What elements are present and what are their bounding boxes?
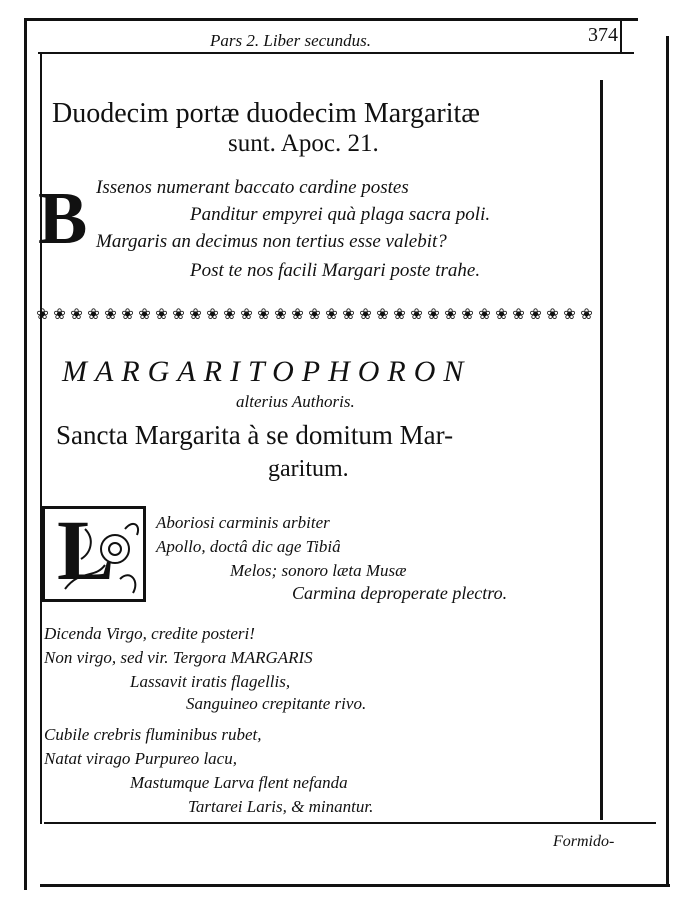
poem-line-7: Lassavit iratis flagellis, <box>130 672 291 691</box>
header-rule <box>38 52 634 54</box>
ornament-flower-icon: ❀ <box>393 307 406 323</box>
ornament-flower-icon: ❀ <box>104 307 117 323</box>
ornament-flower-icon: ❀ <box>308 307 321 323</box>
poem-line-12: Tartarei Laris, & minantur. <box>188 797 374 816</box>
ornament-flower-icon: ❀ <box>53 307 66 323</box>
text-block-right-rule <box>600 80 603 820</box>
ornament-flower-icon: ❀ <box>563 307 576 323</box>
ornament-flower-icon: ❀ <box>155 307 168 323</box>
section-title-line-1: Sancta Margarita à se domitum Mar- <box>56 420 454 450</box>
decorated-initial-l <box>42 506 146 602</box>
catchword: Formido- <box>553 833 615 850</box>
poem-line-3: Melos; sonoro læta Musæ <box>230 561 407 580</box>
section-subtitle: alterius Authoris. <box>236 392 355 411</box>
frame-right-rule <box>620 18 622 52</box>
ornament-flower-icon: ❀ <box>36 307 49 323</box>
epigram-line-4: Post te nos facili Margari poste trahe. <box>190 260 481 281</box>
ornament-flower-icon: ❀ <box>223 307 236 323</box>
ornament-flower-icon: ❀ <box>376 307 389 323</box>
frame-top-rule <box>24 18 638 21</box>
ornament-flower-icon: ❀ <box>325 307 338 323</box>
ornament-flower-icon: ❀ <box>461 307 474 323</box>
running-title: Pars 2. Liber secundus. <box>210 31 372 50</box>
ornament-flower-icon: ❀ <box>427 307 440 323</box>
page-number: 374 <box>588 24 618 46</box>
ornamental-border <box>34 302 606 328</box>
poem-line-9: Cubile crebris fluminibus rubet, <box>44 725 262 744</box>
ornament-flower-icon: ❀ <box>121 307 134 323</box>
page-title-line-1: Duodecim portæ duodecim Margaritæ <box>52 98 480 129</box>
ornament-flower-icon: ❀ <box>189 307 202 323</box>
poem-line-4: Carmina deproperate plectro. <box>292 583 508 603</box>
ornament-flower-icon: ❀ <box>512 307 525 323</box>
footer-rule <box>44 822 656 824</box>
drop-initial-b: B <box>38 178 88 260</box>
epigram-line-2: Panditur empyrei quà plaga sacra poli. <box>190 204 491 225</box>
epigram-line-1: Issenos numerant baccato cardine postes <box>96 177 409 198</box>
frame-bottom-rule <box>40 884 670 887</box>
ornament-flower-icon: ❀ <box>478 307 491 323</box>
ornament-flower-icon: ❀ <box>257 307 270 323</box>
poem-line-8: Sanguineo crepitante rivo. <box>186 694 367 713</box>
section-title-line-2: garitum. <box>268 456 349 482</box>
ornament-flower-icon: ❀ <box>495 307 508 323</box>
poem-line-2: Apollo, doctâ dic age Tibiâ <box>156 537 341 556</box>
ornament-flower-icon: ❀ <box>206 307 219 323</box>
frame-right-outer-rule <box>666 36 669 886</box>
section-caps-title: MARGARITOPHORON <box>62 355 472 388</box>
poem-line-10: Natat virago Purpureo lacu, <box>44 749 237 768</box>
ornament-flower-icon: ❀ <box>240 307 253 323</box>
ornament-flower-icon: ❀ <box>274 307 287 323</box>
ornament-flower-icon: ❀ <box>87 307 100 323</box>
ornament-flower-icon: ❀ <box>70 307 83 323</box>
ornament-flower-icon: ❀ <box>529 307 542 323</box>
ornament-flower-icon: ❀ <box>444 307 457 323</box>
poem-line-11: Mastumque Larva flent nefanda <box>130 773 348 792</box>
ornament-flower-icon: ❀ <box>342 307 355 323</box>
ornament-flower-icon: ❀ <box>291 307 304 323</box>
frame-left-rule <box>24 18 27 890</box>
poem-line-5: Dicenda Virgo, credite posteri! <box>44 624 255 643</box>
ornament-flower-icon: ❀ <box>172 307 185 323</box>
ornament-flower-icon: ❀ <box>138 307 151 323</box>
ornament-flower-icon: ❀ <box>359 307 372 323</box>
poem-line-6: Non virgo, sed vir. Tergora MARGARIS <box>44 648 313 667</box>
ornament-flower-icon: ❀ <box>546 307 559 323</box>
drop-initial-l: L <box>57 506 115 598</box>
page-title-line-2: sunt. Apoc. 21. <box>228 130 379 157</box>
ornament-flower-icon: ❀ <box>410 307 423 323</box>
poem-line-1: Aboriosi carminis arbiter <box>156 513 330 532</box>
ornament-flower-icon: ❀ <box>580 307 593 323</box>
text-block-left-rule <box>40 54 42 824</box>
epigram-line-3: Margaris an decimus non tertius esse valebit? <box>96 231 447 252</box>
